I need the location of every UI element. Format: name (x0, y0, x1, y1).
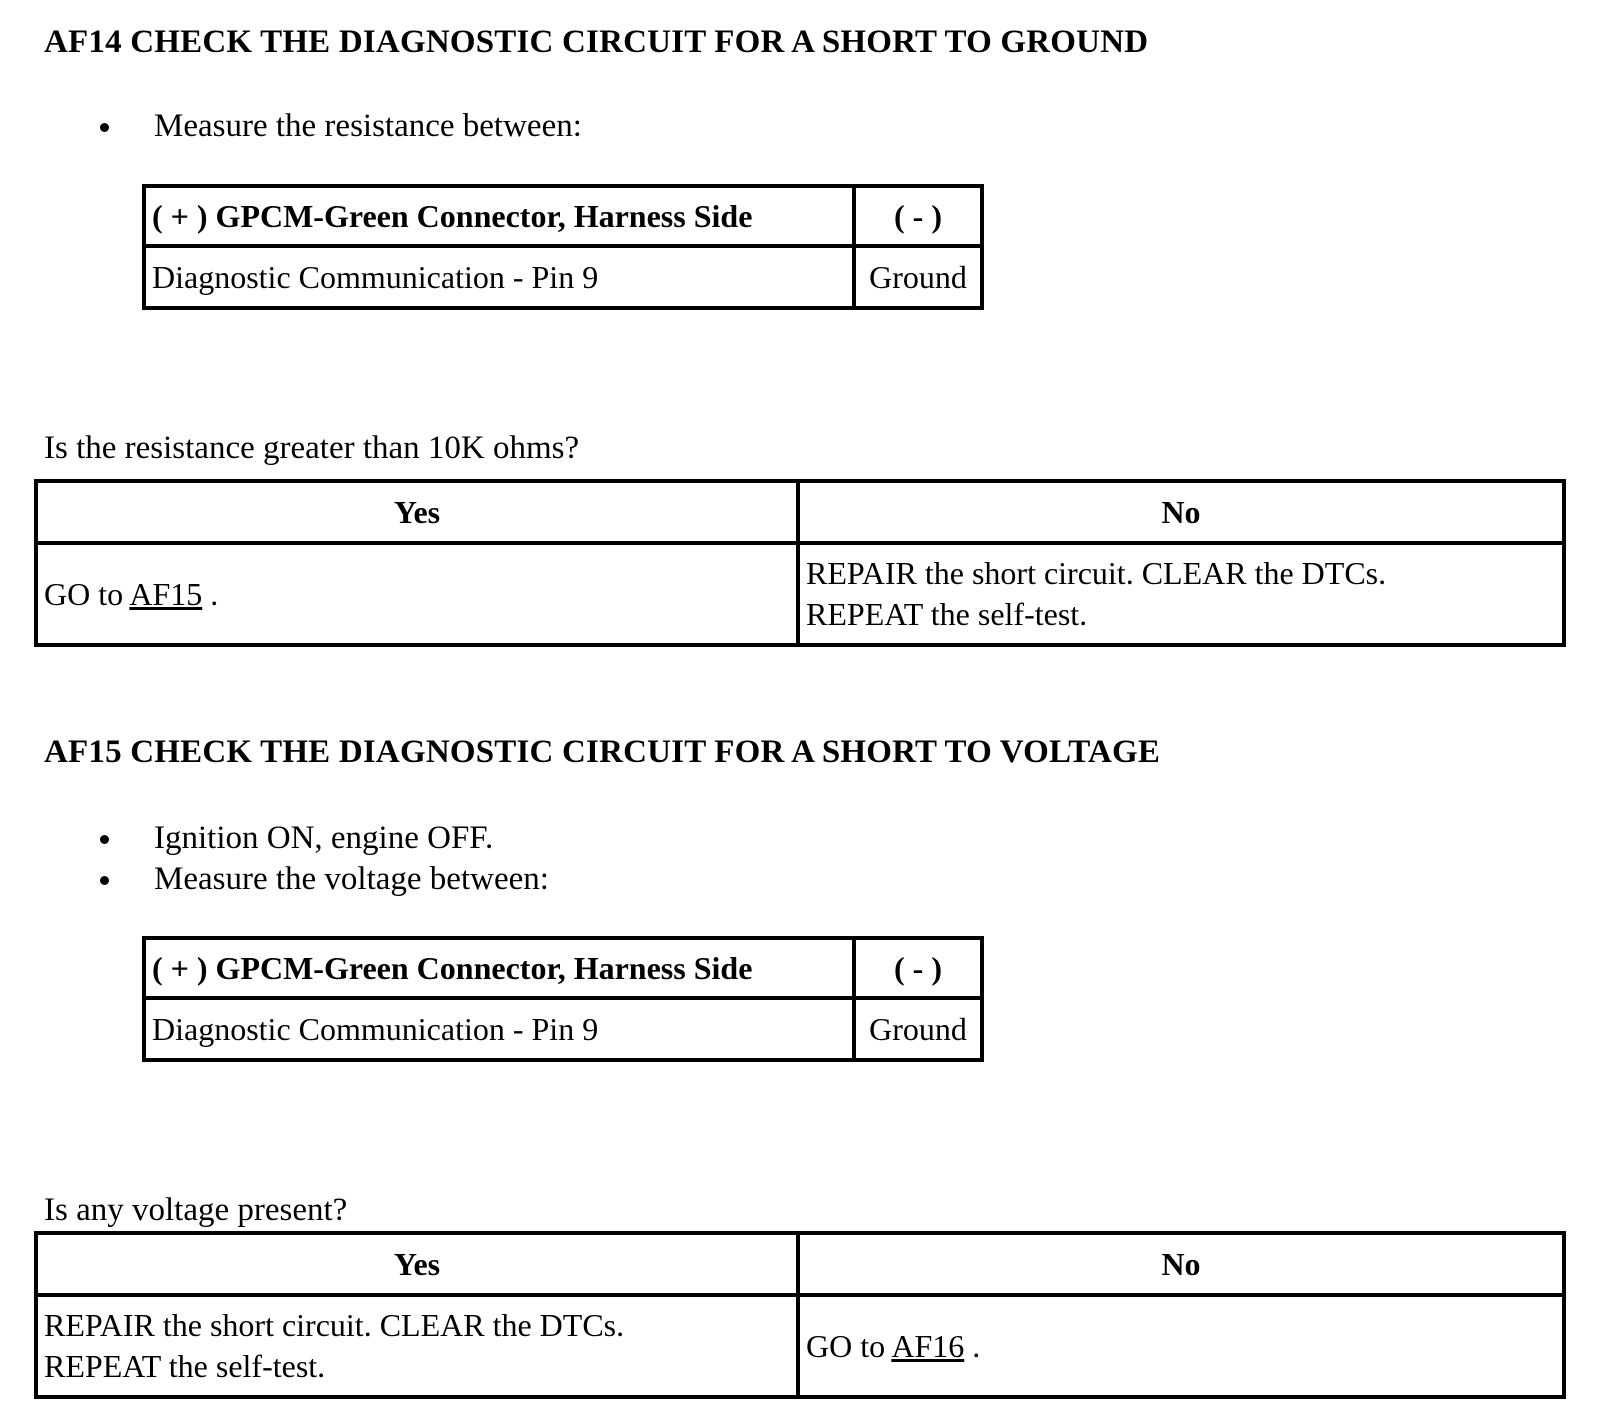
af14-measurement-row (146, 248, 980, 306)
af14-question: Is the resistance greater than 10K ohms? (44, 430, 580, 466)
af14-answer-row (38, 545, 1562, 643)
af14-no-line-1: REPAIR the short circuit. CLEAR the DTCs. (806, 555, 1387, 591)
af15-measurement-header-row (146, 940, 980, 1000)
af14-plus-header: ( + ) GPCM-Green Connector, Harness Side (146, 188, 856, 248)
af14-yes-cell (38, 545, 800, 643)
af14-minus-value: Ground (869, 258, 967, 295)
af15-plus-value: Diagnostic Communication - Pin 9 (146, 1000, 856, 1058)
af15-measurement-table (142, 936, 984, 1062)
af15-yes-header: Yes (38, 1235, 800, 1297)
af15-measurement-row (146, 1000, 980, 1058)
af15-yes-line-2: REPEAT the self-test. (44, 1348, 326, 1384)
af15-minus-header: ( - ) (856, 940, 980, 1000)
af15-minus-value: Ground (869, 1010, 967, 1047)
af15-question: Is any voltage present? (44, 1192, 348, 1228)
af15-no-prefix: GO to (806, 1327, 886, 1364)
af14-heading: AF14 CHECK THE DIAGNOSTIC CIRCUIT FOR A SHORT TO GROUND (44, 24, 1149, 60)
af15-yes-line-1: REPAIR the short circuit. CLEAR the DTCs. (44, 1307, 625, 1343)
af14-measurement-table (142, 184, 984, 310)
af14-no-line-2: REPEAT the self-test. (806, 596, 1088, 632)
af14-plus-value: Diagnostic Communication - Pin 9 (146, 248, 856, 306)
af14-yes-header: Yes (38, 483, 800, 545)
af14-minus-header: ( - ) (856, 188, 980, 248)
af14-no-header: No (800, 483, 1562, 545)
af15-no-suffix: . (972, 1327, 981, 1364)
af14-yes-prefix: GO to (44, 575, 124, 612)
af14-answer-table (34, 479, 1566, 647)
af16-link[interactable]: AF16 (891, 1327, 965, 1364)
af15-answer-table (34, 1231, 1566, 1399)
af14-no-cell (800, 545, 1562, 643)
af15-step-1: Ignition ON, engine OFF. (96, 818, 549, 859)
af15-plus-header: ( + ) GPCM-Green Connector, Harness Side (146, 940, 856, 1000)
af15-step-2: Measure the voltage between: (96, 859, 549, 900)
af15-heading: AF15 CHECK THE DIAGNOSTIC CIRCUIT FOR A SHORT TO VOLTAGE (44, 734, 1161, 770)
af15-yes-cell (38, 1297, 800, 1395)
af15-answer-row (38, 1297, 1562, 1395)
af15-steps (96, 818, 549, 900)
af15-no-cell (800, 1297, 1562, 1395)
af14-step-1: Measure the resistance between: (96, 106, 582, 147)
af15-answer-header-row (38, 1235, 1562, 1297)
af14-answer-header-row (38, 483, 1562, 545)
af14-measurement-header-row (146, 188, 980, 248)
af14-yes-suffix: . (210, 575, 219, 612)
af15-no-header: No (800, 1235, 1562, 1297)
af14-steps (96, 106, 582, 147)
af15-link[interactable]: AF15 (129, 575, 203, 612)
